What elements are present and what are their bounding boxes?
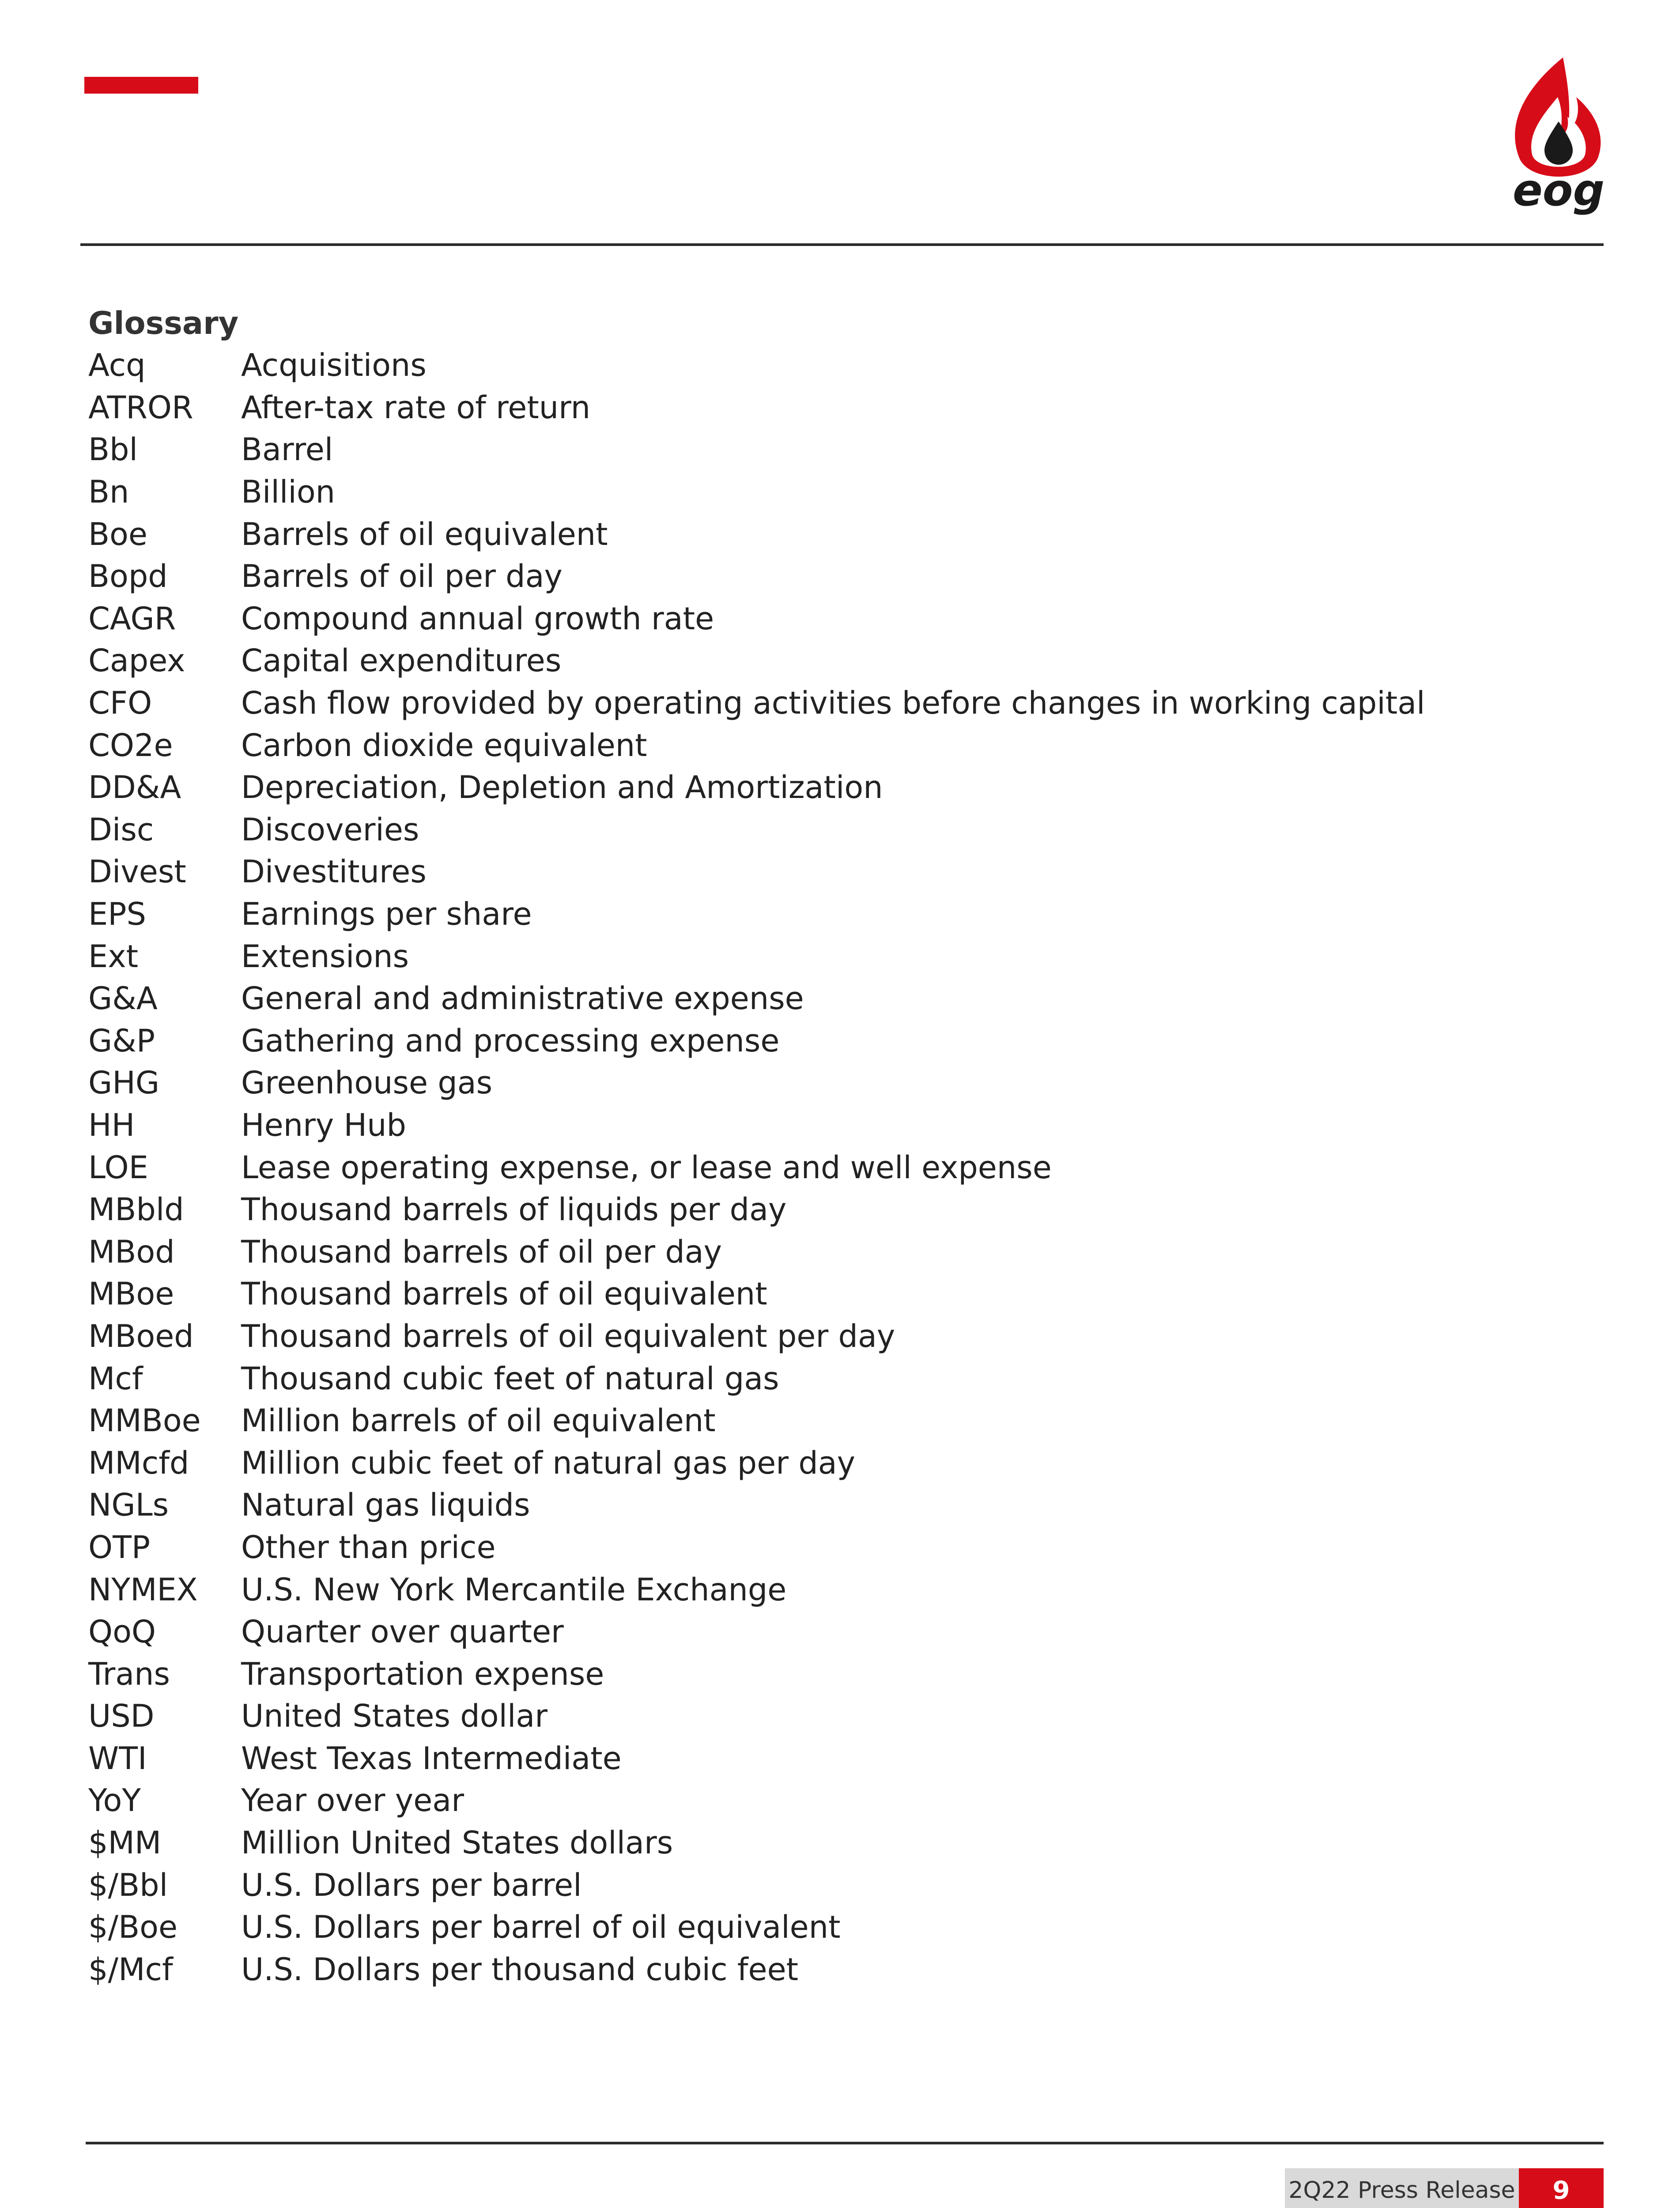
- eog-logo: [1501, 55, 1616, 219]
- glossary-term: OTP: [88, 1529, 151, 1565]
- glossary-definition: Million barrels of oil equivalent: [241, 1403, 716, 1439]
- glossary-row: [88, 978, 1545, 1020]
- glossary-row: [88, 682, 1545, 725]
- glossary-row: [88, 1442, 1545, 1484]
- glossary-term: MBod: [88, 1233, 175, 1270]
- glossary-term: CFO: [88, 685, 152, 722]
- glossary-definition: Thousand barrels of liquids per day: [241, 1191, 787, 1228]
- glossary-definition: Barrels of oil per day: [241, 558, 563, 595]
- glossary-definition: Thousand barrels of oil equivalent: [241, 1276, 767, 1312]
- glossary-definition: After-tax rate of return: [241, 389, 591, 426]
- glossary-row: [88, 598, 1545, 640]
- glossary-term: G&P: [88, 1022, 155, 1059]
- glossary-term: NGLs: [88, 1487, 169, 1524]
- glossary-row: [88, 1484, 1545, 1527]
- glossary-definition: West Texas Intermediate: [241, 1740, 622, 1777]
- glossary-term: USD: [88, 1698, 155, 1735]
- glossary-definition: U.S. Dollars per barrel of oil equivalent: [241, 1909, 841, 1946]
- glossary-definition: General and administrative expense: [241, 980, 804, 1017]
- glossary-definition: Discoveries: [241, 811, 419, 848]
- glossary-term: MMBoe: [88, 1403, 201, 1439]
- footer-divider: [86, 2142, 1604, 2144]
- glossary-term: MMcfd: [88, 1444, 189, 1481]
- glossary-definition: Carbon dioxide equivalent: [241, 727, 647, 764]
- glossary-term: MBbld: [88, 1191, 184, 1228]
- glossary-term: GHG: [88, 1065, 160, 1101]
- glossary-definition: Depreciation, Depletion and Amortization: [241, 769, 883, 806]
- glossary-term: Ext: [88, 938, 139, 975]
- glossary-row: [88, 1062, 1545, 1104]
- glossary-definition: Transportation expense: [241, 1656, 604, 1692]
- glossary-term: $MM: [88, 1825, 162, 1861]
- glossary-definition: Barrel: [241, 431, 333, 468]
- glossary-row: [88, 1822, 1545, 1864]
- glossary-term: CAGR: [88, 600, 176, 637]
- glossary-term: MBoed: [88, 1318, 194, 1354]
- glossary-row: [88, 513, 1545, 556]
- glossary-term: Mcf: [88, 1360, 143, 1397]
- glossary-row: [88, 471, 1545, 514]
- glossary-definition: Million cubic feet of natural gas per day: [241, 1444, 856, 1481]
- glossary-term: Disc: [88, 811, 154, 848]
- glossary-definition: United States dollar: [241, 1698, 548, 1735]
- glossary-term: WTI: [88, 1740, 147, 1777]
- glossary-definition: Greenhouse gas: [241, 1065, 493, 1101]
- glossary-row: [88, 1780, 1545, 1822]
- glossary-row: [88, 1611, 1545, 1653]
- glossary-row: [88, 387, 1545, 429]
- glossary-term: Bn: [88, 474, 129, 510]
- glossary-list: [88, 344, 1545, 1991]
- glossary-definition: Year over year: [241, 1782, 464, 1819]
- glossary-definition: U.S. Dollars per thousand cubic feet: [241, 1951, 799, 1988]
- glossary-row: [88, 851, 1545, 893]
- glossary-row: [88, 1231, 1545, 1273]
- glossary-definition: U.S. New York Mercantile Exchange: [241, 1571, 787, 1608]
- glossary-row: [88, 1146, 1545, 1189]
- glossary-definition: Acquisitions: [241, 347, 427, 384]
- glossary-row: [88, 935, 1545, 978]
- glossary-row: [88, 429, 1545, 471]
- glossary-row: [88, 640, 1545, 682]
- header-accent-bar: [84, 77, 198, 94]
- footer-document-label: 2Q22 Press Release: [1285, 2168, 1519, 2208]
- glossary-row: [88, 1020, 1545, 1062]
- glossary-row: [88, 1316, 1545, 1358]
- glossary-row: [88, 344, 1545, 387]
- glossary-term: Acq: [88, 347, 146, 384]
- glossary-definition: U.S. Dollars per barrel: [241, 1867, 582, 1903]
- glossary-term: DD&A: [88, 769, 181, 806]
- glossary-row: [88, 1527, 1545, 1569]
- glossary-row: [88, 1273, 1545, 1316]
- glossary-row: [88, 1189, 1545, 1231]
- glossary-row: [88, 1738, 1545, 1780]
- glossary-row: [88, 1949, 1545, 1991]
- glossary-row: [88, 1400, 1545, 1442]
- glossary-term: Divest: [88, 854, 186, 890]
- glossary-definition: Million United States dollars: [241, 1825, 673, 1861]
- glossary-row: [88, 893, 1545, 936]
- glossary-term: CO2e: [88, 727, 173, 764]
- glossary-row: [88, 809, 1545, 851]
- glossary-definition: Quarter over quarter: [241, 1614, 564, 1650]
- glossary-definition: Extensions: [241, 938, 409, 975]
- glossary-definition: Barrels of oil equivalent: [241, 516, 608, 552]
- glossary-title: Glossary: [88, 305, 239, 341]
- glossary-row: [88, 724, 1545, 767]
- glossary-definition: Capital expenditures: [241, 643, 562, 679]
- glossary-term: $/Mcf: [88, 1951, 173, 1988]
- glossary-definition: Thousand barrels of oil per day: [241, 1233, 722, 1270]
- glossary-definition: Thousand barrels of oil equivalent per day: [241, 1318, 895, 1354]
- glossary-definition: Compound annual growth rate: [241, 600, 714, 637]
- glossary-term: ATROR: [88, 389, 193, 426]
- glossary-definition: Gathering and processing expense: [241, 1022, 780, 1059]
- glossary-row: [88, 1906, 1545, 1949]
- glossary-row: [88, 556, 1545, 598]
- glossary-definition: Other than price: [241, 1529, 496, 1565]
- glossary-term: $/Boe: [88, 1909, 178, 1946]
- glossary-definition: Billion: [241, 474, 336, 510]
- glossary-term: Trans: [88, 1656, 170, 1692]
- glossary-term: MBoe: [88, 1276, 174, 1312]
- glossary-row: [88, 1695, 1545, 1738]
- glossary-row: [88, 1569, 1545, 1611]
- glossary-term: QoQ: [88, 1614, 156, 1650]
- glossary-term: $/Bbl: [88, 1867, 168, 1903]
- glossary-term: EPS: [88, 896, 146, 933]
- page-number: 9: [1519, 2168, 1604, 2208]
- glossary-term: Bbl: [88, 431, 138, 468]
- glossary-term: NYMEX: [88, 1571, 198, 1608]
- glossary-row: [88, 1864, 1545, 1906]
- glossary-definition: Earnings per share: [241, 896, 532, 933]
- glossary-definition: Henry Hub: [241, 1107, 406, 1143]
- glossary-definition: Lease operating expense, or lease and well expense: [241, 1149, 1052, 1186]
- glossary-row: [88, 1104, 1545, 1147]
- glossary-term: HH: [88, 1107, 135, 1143]
- glossary-row: [88, 1357, 1545, 1400]
- glossary-definition: Natural gas liquids: [241, 1487, 530, 1524]
- glossary-term: Bopd: [88, 558, 168, 595]
- glossary-row: [88, 1653, 1545, 1695]
- glossary-term: G&A: [88, 980, 158, 1017]
- glossary-term: Boe: [88, 516, 147, 552]
- glossary-term: Capex: [88, 643, 185, 679]
- glossary-definition: Cash flow provided by operating activities before changes in working capital: [241, 685, 1425, 722]
- glossary-term: YoY: [88, 1782, 141, 1819]
- header-divider: [80, 243, 1604, 246]
- glossary-definition: Thousand cubic feet of natural gas: [241, 1360, 779, 1397]
- logo-wordmark: eog: [1512, 164, 1605, 216]
- glossary-term: LOE: [88, 1149, 148, 1186]
- glossary-row: [88, 767, 1545, 809]
- glossary-definition: Divestitures: [241, 854, 427, 890]
